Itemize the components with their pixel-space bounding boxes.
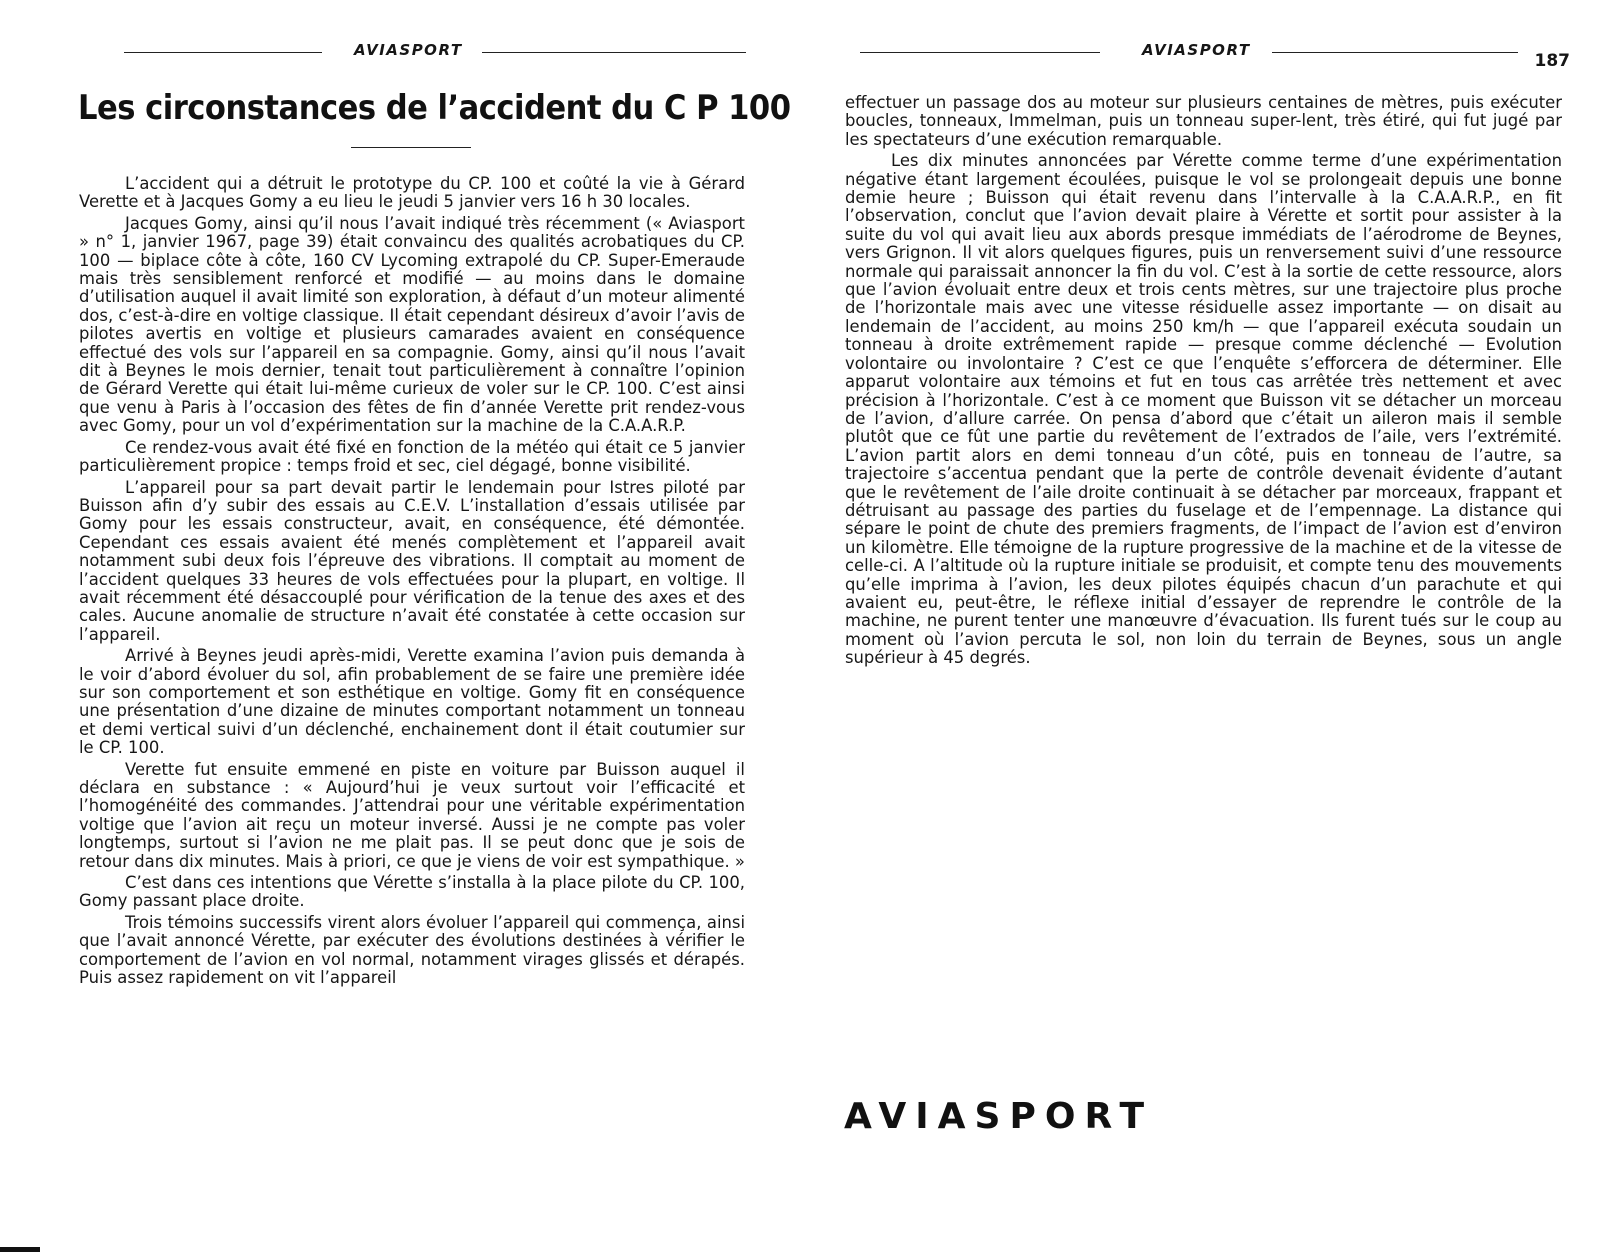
scan-edge-mark — [0, 1247, 40, 1252]
running-head-left — [124, 41, 746, 63]
paragraph: Arrivé à Beynes jeudi après-midi, Verette examina l’avion puis demanda à le voir d’abord évoluer du sol, afin probablement de se faire une première idée sur son comportement et son esthétique en voltige. Gomy fit en conséquence une présentation d’une dizaine de minutes comportant notamment un tonneau et demi vertical suivi d’un déclenché, enchainement dont il était coutumier sur le CP. 100. — [79, 646, 745, 758]
paragraph: Ce rendez-vous avait été fixé en fonction de la météo qui était ce 5 janvier particulièrement propice : temps froid et sec, ciel dégagé, bonne visibilité. — [79, 437, 745, 476]
left-text-column — [79, 175, 745, 990]
title-underline — [351, 147, 471, 148]
running-head-rule — [860, 52, 1100, 53]
right-page — [790, 0, 1600, 1260]
article-title: Les circonstances de l’accident du C P 100 — [78, 88, 791, 128]
paragraph: Jacques Gomy, ainsi qu’il nous l’avait indiqué très récemment (« Aviasport » n° 1, janvier 1967, page 39) était convaincu des qualités acrobatiques du CP. 100 — biplace côte à côte, 160 CV Lycoming extrapolé du CP. Super-Emeraude mais très sensiblement renforcé et modifié — au moins dans le domaine d’utilisation auquel il avait limité son exploration, à défaut d’un moteur alimenté dos, c’est-à-dire en voltige classique. Il était cependant désireux d’avoir l’avis de pilotes avertis en voltige et plusieurs camarades avaient en conséquence effectué des vols sur l’appareil en sa compagnie. Gomy, ainsi qu’il nous l’avait dit à Beynes le mois dernier, tenait tout particulièrement à connaître l’opinion de Gérard Verette qui était lui-même curieux de voler sur le CP. 100. C’est ainsi que venu à Paris à l’occasion des fêtes de fin d’année Verette prit rendez-vous avec Gomy, pour un vol d’expérimentation sur la machine de la C.A.A.R.P. — [79, 213, 745, 436]
paragraph: L’accident qui a détruit le prototype du CP. 100 et coûté la vie à Gérard Verette et à Jacques Gomy a eu lieu le jeudi 5 janvier vers 16 h 30 locales. — [79, 174, 745, 212]
running-head-rule — [124, 52, 322, 53]
paragraph: Les dix minutes annoncées par Vérette comme terme d’une expérimentation négative étant largement écoulées, puisque le vol se prolongeait depuis une bonne demie heure ; Buisson qui était revenu dans l’intervalle à la C.A.A.R.P., en fit l’observation, conclut que l’avion devait plaire à Vérette et sortit pour assister à la suite du vol qui avait lieu aux abords presque immédiats de l’aérodrome de Beynes, vers Grignon. Il vit alors quelques figures, puis un renversement suivi d’une ressource normale qui paraissait annoncer la fin du vol. C’est à la sortie de cette ressource, alors que l’avion évoluait entre deux et trois cents mètres, sur une trajectoire plus proche de l’horizontale mais avec une vitesse résiduelle assez importante — on disait au lendemain de l’accident, au moins 250 km/h — que l’appareil exécuta soudain un tonneau à droite extrêmement rapide — presque comme déclenché — Evolution volontaire ou involontaire ? C’est ce que l’enquête s’efforcera de déterminer. Elle apparut volontaire aux témoins et fut en tous cas arrêtée très nettement et avec précision à l’horizontale. C’est à ce moment que Buisson vit se détacher un morceau de l’avion, d’allure carrée. On pensa d’abord que c’était un aileron mais il semble plutôt que ce fût une partie du revêtement de l’extrados de l’aile, vers l’extrémité. L’avion partit alors en demi tonneau d’un côté, puis en tonneau de l’autre, sa trajectoire s’accentua pendant que la perte de contrôle devenait évidente d’autant que le revêtement de l’aile droite continuait à se détacher par morceaux, frappant et détruisant au passage des parties du fuselage et de l’empennage. La distance qui sépare le point de chute des premiers fragments, de l’impact de l’avion est d’environ un kilomètre. Elle témoigne de la rupture progressive de la machine et de la vitesse de celle-ci. A l’altitude où la rupture initiale se produisit, et compte tenu des mouvements qu’elle imprima à l’avion, les deux pilotes équipés chacun d’un parachute et qui avaient eu, peut-être, le réflexe initial d’essayer de reprendre le contrôle de la machine, ne purent tenter une manœuvre d’évacuation. Ils furent tués sur le coup au moment où l’avion percuta le sol, non loin du terrain de Beynes, sous un angle supérieur à 45 degrés. — [845, 151, 1562, 668]
running-head-title: AVIASPORT — [354, 41, 463, 59]
paragraph: C’est dans ces intentions que Vérette s’installa à la place pilote du CP. 100, Gomy passant place droite. — [79, 873, 745, 911]
left-page — [0, 0, 790, 1260]
aviasport-logo: AVIASPORT — [844, 1096, 1154, 1137]
page-number: 187 — [1534, 51, 1570, 71]
paragraph: Verette fut ensuite emmené en piste en voiture par Buisson auquel il déclara en substance : « Aujourd’hui je veux surtout voir l’efficacité et l’homogénéité des commandes. J’attendrai pour une véritable expérimentation voltige que l’avion ait reçu un moteur inversé. Aussi je ne compte pas voler longtemps, surtout si l’avion ne me plait pas. Il se peut donc que je sois de retour dans dix minutes. Mais à priori, ce que je viens de voir est sympathique. » — [79, 759, 745, 871]
right-text-column — [845, 94, 1562, 671]
running-head-rule — [482, 52, 746, 53]
running-head-rule — [1272, 52, 1518, 53]
paragraph: L’appareil pour sa part devait partir le lendemain pour Istres piloté par Buisson afin d’y subir des essais au C.E.V. L’installation d’essais utilisée par Gomy pour les essais constructeur, avait, en conséquence, été démontée. Cependant ces essais avaient été menés complètement et l’appareil avait notamment subi deux fois l’épreuve des vibrations. Il comptait au moment de l’accident quelques 33 heures de vols effectuées pour la plupart, en voltige. Il avait récemment été désaccouplé pour vérification de la tenue des axes et des cales. Aucune anomalie de structure n’avait été constatée à cette occasion sur l’appareil. — [79, 477, 745, 644]
running-head-title: AVIASPORT — [1142, 41, 1251, 59]
paragraph: Trois témoins successifs virent alors évoluer l’appareil qui commença, ainsi que l’avait annoncé Vérette, par exécuter des évolutions destinées à vérifier le comportement de l’avion en vol normal, notamment virages glissés et dérapés. Puis assez rapidement on vit l’appareil — [79, 912, 745, 988]
continued-paragraph: effectuer un passage dos au moteur sur plusieurs centaines de mètres, puis exécuter boucles, tonneaux, Immelman, puis un tonneau super-lent, très étiré, qui fut jugé par les spectateurs d’une exécution remarquable. — [845, 93, 1562, 149]
running-head-right — [860, 41, 1570, 71]
